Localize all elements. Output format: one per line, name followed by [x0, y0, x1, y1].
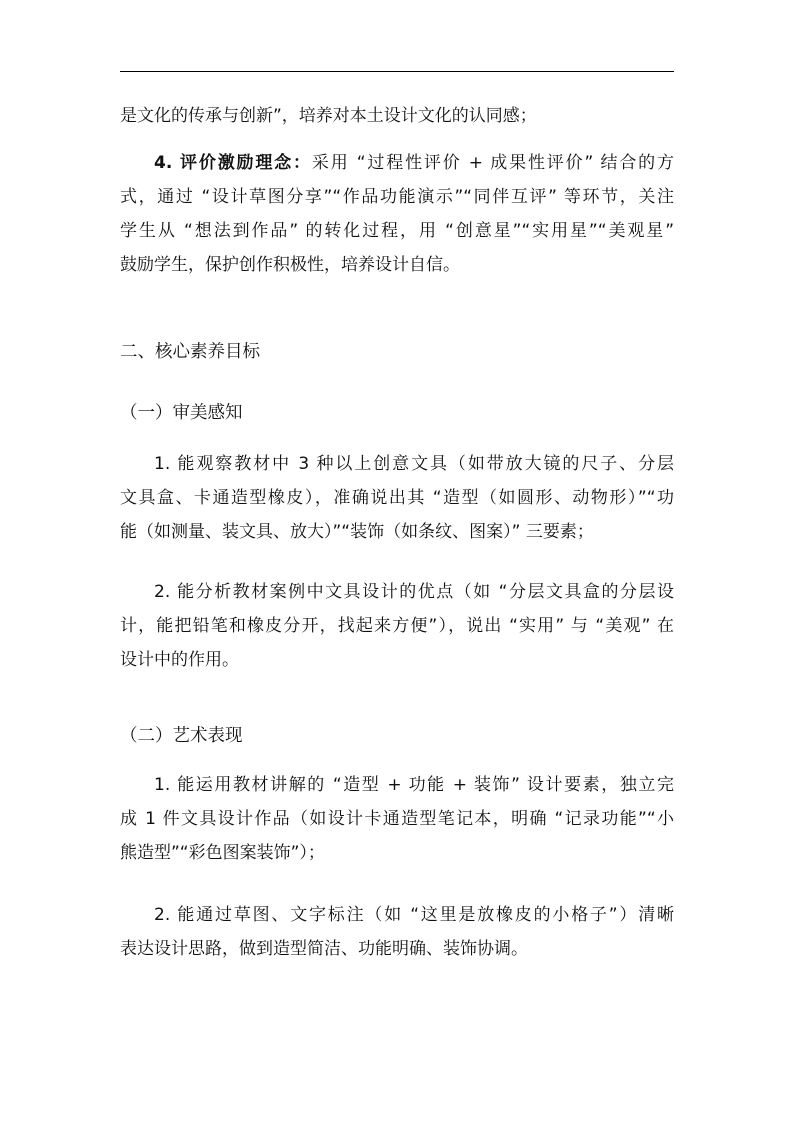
text-line: 式，通过 “设计草图分享”“作品功能演示”“同伴互评” 等环节，关注	[120, 187, 674, 207]
text-line: 2. 能分析教材案例中文具设计的优点（如 “分层文具盒的分层设	[154, 582, 674, 602]
paragraph-label: 4. 评价激励理念：	[154, 153, 312, 173]
text-line	[120, 146, 674, 180]
paragraph-continuation	[120, 99, 674, 133]
text-line: 是文化的传承与创新”，培养对本土设计文化的认同感；	[120, 106, 537, 126]
text-line: 文具盒、卡通造型橡皮），准确说出其 “造型（如圆形、动物形）”“功	[120, 488, 674, 508]
text-line: 能（如测量、装文具、放大）”“装饰（如条纹、图案）” 三要素；	[120, 522, 594, 542]
list-item-expression-2	[120, 898, 674, 966]
text-line: 2. 能通过草图、文字标注（如 “这里是放橡皮的小格子”）清晰	[154, 905, 674, 925]
text-line: 成 1 件文具设计作品（如设计卡通造型笔记本，明确 “记录功能”“小	[120, 809, 674, 829]
subsection-heading-expression: （二）艺术表现	[120, 726, 243, 746]
list-item-expression-1	[120, 768, 674, 870]
text-line: 1. 能观察教材中 3 种以上创意文具（如带放大镜的尺子、分层	[154, 454, 674, 474]
list-item-aesthetic-2	[120, 575, 674, 677]
list-item-aesthetic-1	[120, 447, 674, 549]
text-line: 1. 能运用教材讲解的 “造型 + 功能 + 装饰” 设计要素，独立完	[154, 775, 674, 795]
header-rule	[120, 71, 674, 72]
text-run: 采用 “过程性评价 + 成果性评价” 结合的方	[311, 153, 674, 173]
subsection-heading-aesthetic: （一）审美感知	[120, 403, 243, 423]
text-line: 表达设计思路，做到造型简洁、功能明确、装饰协调。	[120, 939, 528, 959]
paragraph-evaluation-concept	[120, 146, 674, 282]
section-heading: 二、核心素养目标	[120, 342, 260, 362]
text-line: 鼓励学生，保护创作积极性，培养设计自信。	[120, 255, 460, 275]
text-line: 计，能把铅笔和橡皮分开，找起来方便”），说出 “实用” 与 “美观” 在	[120, 616, 674, 636]
text-line: 熊造型”“彩色图案装饰”）；	[120, 843, 325, 863]
text-line: 设计中的作用。	[120, 650, 239, 670]
text-line: 学生从 “想法到作品” 的转化过程，用 “创意星”“实用星”“美观星”	[120, 221, 674, 241]
